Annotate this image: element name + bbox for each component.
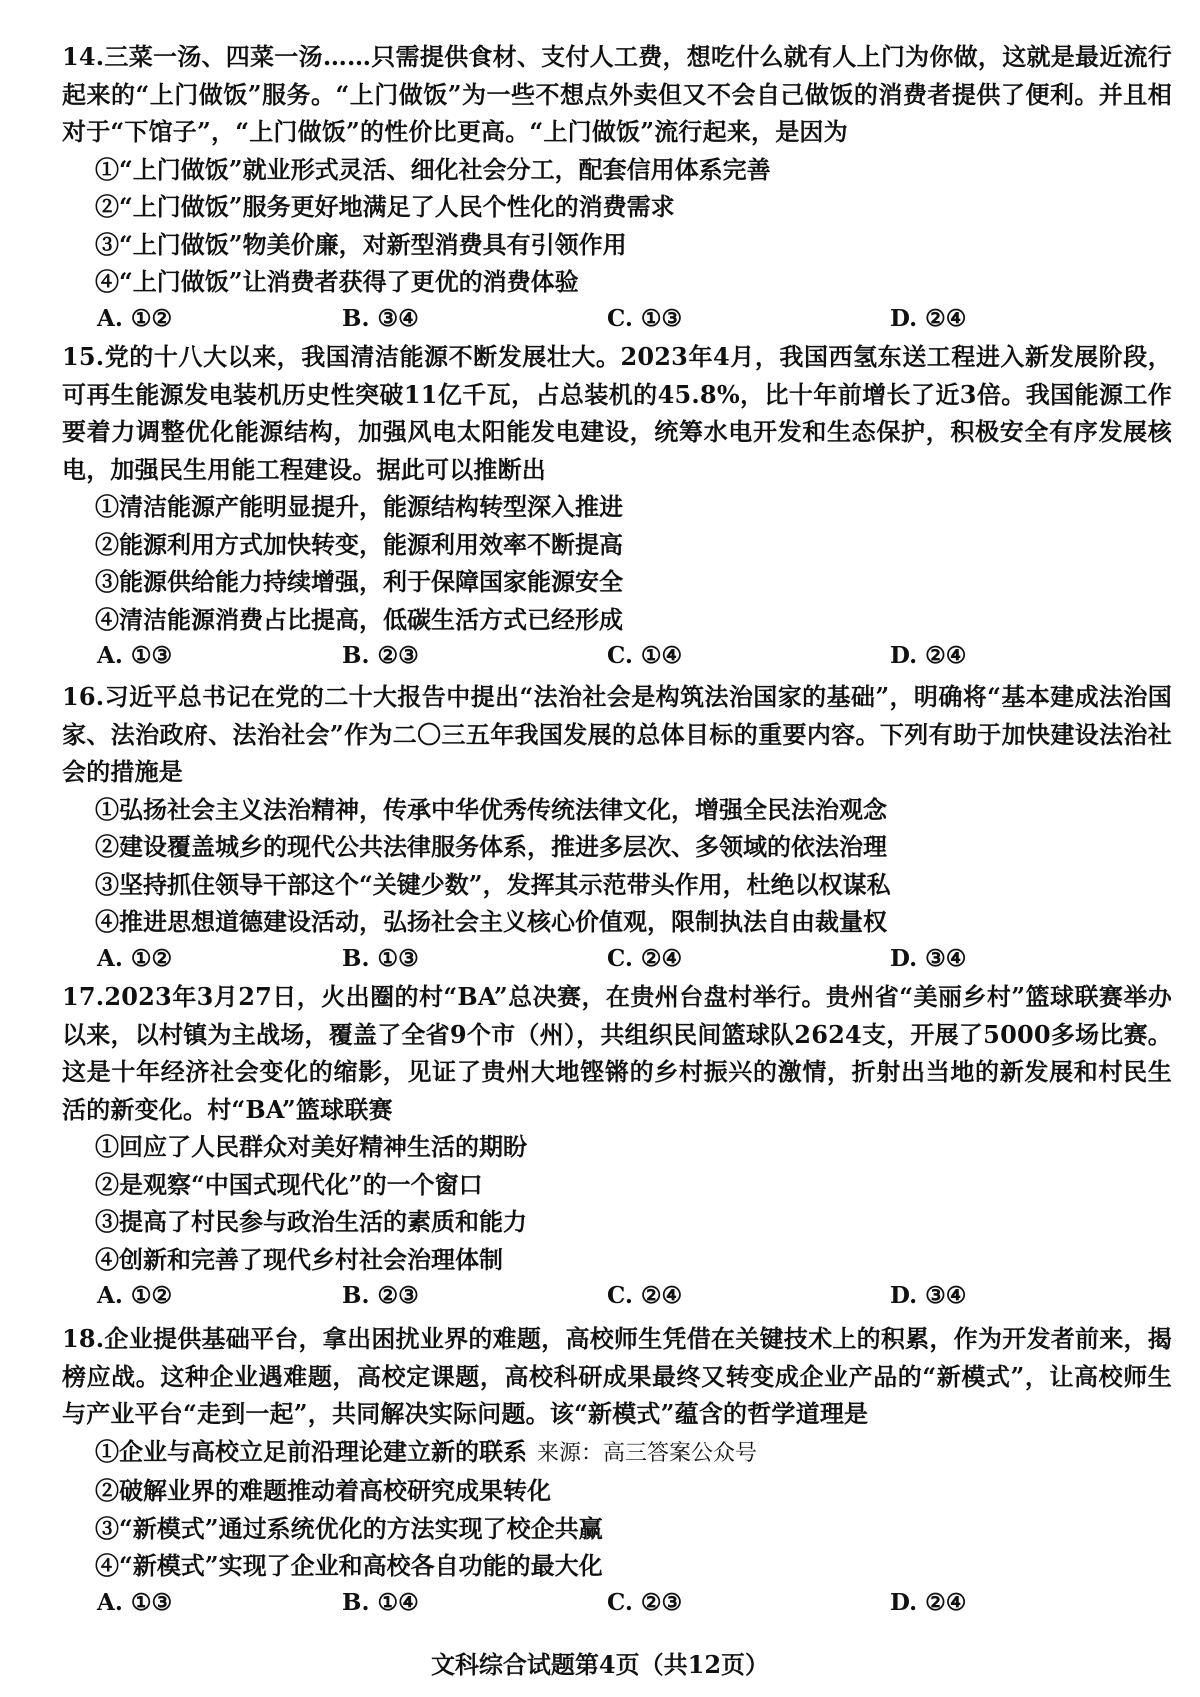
question-text: 三菜一汤、四菜一汤……只需提供食材、支付人工费，想吃什么就有人上门为你做，这就是最近流行起来的“上门做饭”服务。“上门做饭”为一些不想点外卖但又不会自己做饭的消费者提供了便利。并且相对于“下馆子”，“上门做饭”的性价比更高。“上门做饭”流行起来，是因为 (62, 42, 1172, 146)
question-text: 2023年3月27日，火出圈的村“BA”总决赛，在贵州台盘村举行。贵州省“美丽乡村”篮球联赛举办以来，以村镇为主战场，覆盖了全省9个市（州），共组织民间篮球队2624支，开展了5000多场比赛。这是十年经济社会变化的缩影，见证了贵州大地铿锵的乡村振兴的激情，折射出当地的新发展和村民生活的新变化。村“BA”篮球联赛 (62, 982, 1172, 1124)
option-2: ②能源利用方式加快转变，能源利用效率不断提高 (95, 529, 623, 559)
option-text: ①企业与高校立足前沿理论建立新的联系 (95, 1436, 527, 1466)
question-stem (62, 1320, 1172, 1433)
question-18 (62, 1320, 1172, 1622)
option-1: ①清洁能源产能明显提升，能源结构转型深入推进 (95, 492, 623, 521)
question-text: 企业提供基础平台，拿出困扰业界的难题，高校师生凭借在关键技术上的积累，作为开发者前来，揭榜应战。这种企业遇难题，高校定课题，高校科研成果最终又转变成企业产品的“新模式”，让高校师生与产业平台“走到一起”，共同解决实际问题。该“新模式”蕴含的哲学道理是 (62, 1324, 1172, 1428)
choice-d: D. ③④ (890, 944, 967, 972)
choice-b: B. ③④ (342, 304, 419, 332)
option-1: ①“上门做饭”就业形式灵活、细化社会分工，配套信用体系完善 (95, 154, 771, 184)
choice-b: B. ①③ (342, 944, 419, 972)
choice-c: C. ①④ (607, 642, 683, 669)
question-number: 17. (62, 982, 105, 1011)
choice-a: A. ①② (97, 944, 173, 972)
choice-a: A. ①② (97, 1282, 173, 1309)
question-16 (62, 678, 1172, 978)
choice-d: D. ②④ (890, 642, 967, 669)
choice-a: A. ①③ (97, 642, 173, 669)
question-stem (62, 338, 1172, 488)
question-14 (62, 38, 1172, 338)
option-4: ④推进思想道德建设活动，弘扬社会主义核心价值观，限制执法自由裁量权 (95, 907, 887, 936)
choice-d: D. ③④ (890, 1282, 967, 1309)
option-3: ③“上门做饭”物美价廉，对新型消费具有引领作用 (95, 229, 627, 259)
question-stem (62, 38, 1172, 151)
question-number: 14. (62, 42, 105, 71)
choice-d: D. ②④ (890, 304, 967, 332)
choice-c: C. ①③ (607, 304, 683, 332)
option-4: ④“新模式”实现了企业和高校各自功能的最大化 (95, 1551, 603, 1580)
answer-choices (62, 301, 1172, 338)
question-number: 16. (62, 682, 105, 711)
option-3: ③坚持抓住领导干部这个“关键少数”，发挥其示范带头作用，杜绝以权谋私 (95, 869, 891, 899)
answer-choices (62, 1278, 1172, 1315)
question-number: 18. (62, 1324, 105, 1353)
option-1: ①弘扬社会主义法治精神，传承中华优秀传统法律文化，增强全民法治观念 (95, 794, 887, 824)
option-2: ②是观察“中国式现代化”的一个窗口 (95, 1169, 483, 1199)
option-4: ④清洁能源消费占比提高，低碳生活方式已经形成 (95, 604, 623, 634)
choice-b: B. ②③ (342, 642, 419, 669)
choice-a: A. ①② (97, 304, 173, 332)
option-4: ④创新和完善了现代乡村社会治理体制 (95, 1244, 503, 1274)
choice-c: C. ②④ (607, 944, 683, 972)
page-footer: 文科综合试题第4页（共12页） (430, 1650, 770, 1679)
source-note: 来源：高三答案公众号 (537, 1440, 758, 1466)
option-3: ③提高了村民参与政治生活的素质和能力 (95, 1207, 527, 1236)
question-stem (62, 678, 1172, 791)
option-3: ③“新模式”通过系统优化的方法实现了校企共赢 (95, 1513, 603, 1543)
option-2: ②破解业界的难题推动着高校研究成果转化 (95, 1476, 551, 1505)
choice-a: A. ①③ (97, 1588, 173, 1616)
option-2: ②建设覆盖城乡的现代公共法律服务体系，推进多层次、多领域的依法治理 (95, 832, 887, 861)
option-2: ②“上门做饭”服务更好地满足了人民个性化的消费需求 (95, 192, 675, 221)
option-4: ④“上门做饭”让消费者获得了更优的消费体验 (95, 267, 579, 296)
option-3: ③能源供给能力持续增强，利于保障国家能源安全 (95, 567, 623, 596)
choice-b: B. ①④ (342, 1588, 419, 1616)
question-text: 党的十八大以来，我国清洁能源不断发展壮大。2023年4月，我国西氢东送工程进入新发展阶段，可再生能源发电装机历史性突破11亿千瓦，占总装机的45.8%，比十年前增长了近3倍。我国能源工作要着力调整优化能源结构，加强风电太阳能发电建设，统筹水电开发和生态保护，积极安全有序发展核电，加强民生用能工程建设。据此可以推断出 (62, 342, 1172, 484)
choice-c: C. ②④ (607, 1282, 683, 1309)
question-text: 习近平总书记在党的二十大报告中提出“法治社会是构筑法治国家的基础”，明确将“基本建成法治国家、法治政府、法治社会”作为二〇三五年我国发展的总体目标的重要内容。下列有助于加快建设法治社会的措施是 (62, 682, 1172, 786)
choice-b: B. ②③ (342, 1282, 419, 1309)
option-1: ①回应了人民群众对美好精神生活的期盼 (95, 1132, 527, 1161)
answer-choices (62, 1585, 1172, 1622)
answer-choices (62, 638, 1172, 675)
answer-choices (62, 941, 1172, 978)
choice-d: D. ②④ (890, 1588, 967, 1616)
question-17 (62, 978, 1172, 1315)
question-15 (62, 338, 1172, 675)
question-number: 15. (62, 342, 105, 371)
option-1 (62, 1433, 1172, 1473)
choice-c: C. ②③ (607, 1588, 683, 1616)
question-stem (62, 978, 1172, 1128)
